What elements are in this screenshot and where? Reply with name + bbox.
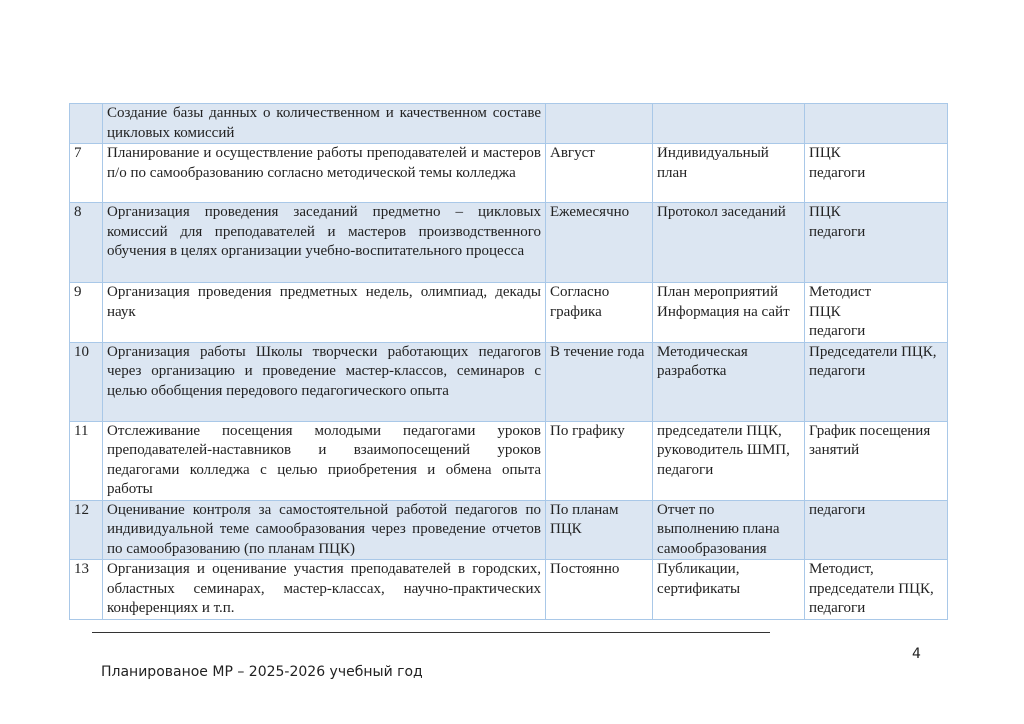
responsible-cell: Методист, председатели ПЦК, педагоги [805, 560, 948, 620]
result-cell: Индивидуальный план [653, 144, 805, 203]
term-cell: Ежемесячно [546, 203, 653, 283]
table-row [70, 104, 948, 144]
description-cell: Организация проведения заседаний предметно – цикловых комиссий для преподавателей и мастеров производственного обучения в целях организации учебно-воспитательного процесса [103, 203, 546, 283]
row-number: 9 [70, 283, 103, 343]
responsible-cell: ПЦК педагоги [805, 144, 948, 203]
description-cell: Организация и оценивание участия преподавателей в городских, областных семинарах, мастер-классах, научно-практических конференциях и т.п. [103, 560, 546, 620]
table-row [70, 500, 948, 560]
term-cell: По планам ПЦК [546, 500, 653, 560]
term-cell: Согласно графика [546, 283, 653, 343]
result-cell: Методическая разработка [653, 342, 805, 421]
table-row [70, 421, 948, 500]
responsible-cell: График посещения занятий [805, 421, 948, 500]
result-cell: председатели ПЦК, руководитель ШМП, педагоги [653, 421, 805, 500]
result-cell: Публикации, сертификаты [653, 560, 805, 620]
result-cell: Отчет по выполнению плана самообразования [653, 500, 805, 560]
responsible-cell: Методист ПЦК педагоги [805, 283, 948, 343]
term-cell: Постоянно [546, 560, 653, 620]
term-cell: В течение года [546, 342, 653, 421]
description-cell: Создание базы данных о количественном и качественном составе цикловых комиссий [103, 104, 546, 144]
description-cell: Планирование и осуществление работы преподавателей и мастеров п/о по самообразованию согласно методической темы колледжа [103, 144, 546, 203]
table-row [70, 283, 948, 343]
responsible-cell: педагоги [805, 500, 948, 560]
description-cell: Организация работы Школы творчески работающих педагогов через организацию и проведение мастер-классов, семинаров с целью обобщения передового педагогического опыта [103, 342, 546, 421]
plan-table [69, 103, 948, 620]
responsible-cell: Председатели ПЦК, педагоги [805, 342, 948, 421]
footer-divider [92, 632, 770, 633]
row-number: 13 [70, 560, 103, 620]
responsible-cell: ПЦК педагоги [805, 203, 948, 283]
table-row [70, 144, 948, 203]
table-row [70, 203, 948, 283]
term-cell: По графику [546, 421, 653, 500]
row-number: 10 [70, 342, 103, 421]
result-cell: Протокол заседаний [653, 203, 805, 283]
row-number: 12 [70, 500, 103, 560]
description-cell: Оценивание контроля за самостоятельной работой педагогов по индивидуальной теме самообразования через проведение отчетов по самообразованию (по планам ПЦК) [103, 500, 546, 560]
footer-text: Планированое МР – 2025-2026 учебный год [101, 664, 423, 680]
responsible-cell [805, 104, 948, 144]
table-row [70, 342, 948, 421]
page-number: 4 [912, 646, 921, 662]
table-row [70, 560, 948, 620]
row-number: 11 [70, 421, 103, 500]
description-cell: Организация проведения предметных недель, олимпиад, декады наук [103, 283, 546, 343]
row-number: 8 [70, 203, 103, 283]
row-number [70, 104, 103, 144]
result-cell: План мероприятий Информация на сайт [653, 283, 805, 343]
term-cell: Август [546, 144, 653, 203]
result-cell [653, 104, 805, 144]
description-cell: Отслеживание посещения молодыми педагогами уроков преподавателей-наставников и взаимопосещений уроков педагогами колледжа с целью приобретения и обмена опыта работы [103, 421, 546, 500]
term-cell [546, 104, 653, 144]
row-number: 7 [70, 144, 103, 203]
